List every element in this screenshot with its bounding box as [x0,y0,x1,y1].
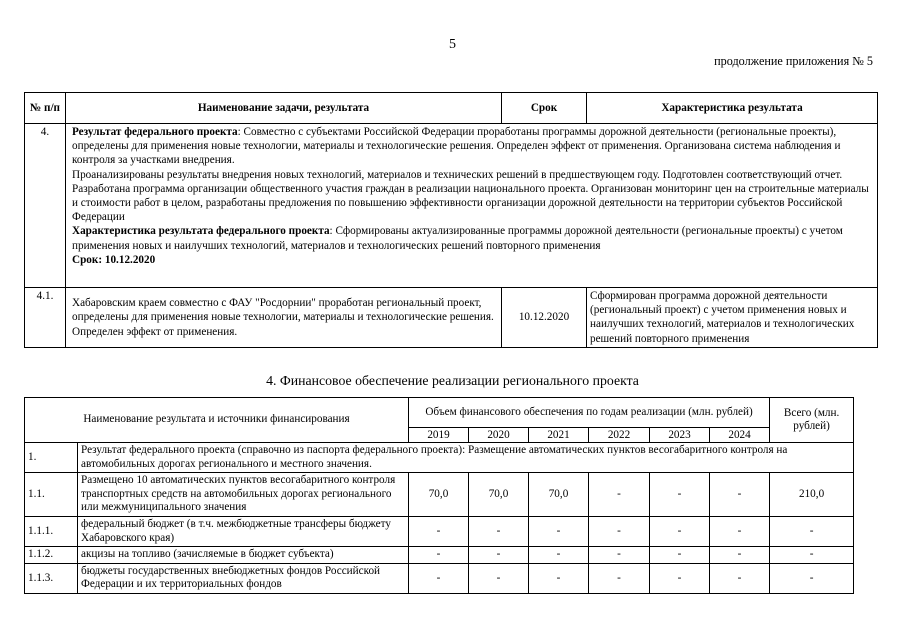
section-title: 4. Финансовое обеспечение реализации регионального проекта [266,373,639,388]
header-deadline: Срок [502,93,587,124]
year-2020: 2020 [469,428,529,443]
value-cell: - [650,516,710,546]
total-cell: - [770,563,854,593]
header-total: Всего (млн. рублей) [770,398,854,443]
page-number: 5 [449,37,456,52]
value-cell: - [589,516,650,546]
table-row [25,547,854,564]
table-row [25,516,854,546]
table-row [25,288,878,348]
value-cell: - [589,547,650,564]
year-2019: 2019 [409,428,469,443]
value-cell: - [469,516,529,546]
row-number: 1.1.3. [25,563,78,593]
value-cell: - [409,563,469,593]
results-table [24,92,878,348]
header-name: Наименование результата и источники финансирования [25,398,409,443]
task-characteristic: Сформирован программа дорожной деятельности (региональный проект) с учетом применения новых и наилучших технологий, материалов и технологических решений повторного применения [587,288,878,348]
row-number: 1.1. [25,473,78,517]
finance-header-row [25,398,854,428]
value-cell: - [469,547,529,564]
table-row [25,473,854,517]
year-2024: 2024 [710,428,770,443]
row-name: федеральный бюджет (в т.ч. межбюджетные трансферы бюджету Хабаровского края) [78,516,409,546]
value-cell: - [650,547,710,564]
table-row [25,124,878,288]
program-paragraph: Разработана программа организации общественного участия граждан в реализации национального проекта. Организован мониторинг цен на строительные материалы и стоимости работ в целом, разработаны предложения по повышению эффективности организации дорожной деятельности на территории субъектов Российской Федерации [72,182,869,224]
row-number: 4. [25,124,66,288]
value-cell: - [589,473,650,517]
value-cell: - [650,473,710,517]
value-cell: - [710,563,770,593]
continuation-note: продолжение приложения № 5 [714,54,873,68]
value-cell: - [529,547,589,564]
total-cell: 210,0 [770,473,854,517]
total-cell: - [770,516,854,546]
federal-result-text: Результат федерального проекта (справочно из паспорта федерального проекта): Размещение автоматических пунктов весогабаритного контроля на автомобильных дорогах регионального и местного значения. [78,443,854,473]
value-cell: - [529,516,589,546]
value-cell: 70,0 [529,473,589,517]
analysis-paragraph: Проанализированы результаты внедрения новых технологий, материалов и технических решений в предшествующем году. Подготовлен соответствующий отчет. [72,168,843,181]
results-table-header [25,93,878,124]
value-cell: - [710,516,770,546]
row-number: 1. [25,443,78,473]
federal-result-cell [66,124,878,288]
row-name: Размещено 10 автоматических пунктов весогабаритного контроля транспортных средств на автомобильных дорогах регионального или межмуниципального значения [78,473,409,517]
header-characteristic: Характеристика результата [587,93,878,124]
value-cell: - [409,547,469,564]
year-2021: 2021 [529,428,589,443]
table-row [25,443,854,473]
characteristic-text: : Сформированы актуализированные программы дорожной деятельности (региональные проекты) с учетом применения новых и наилучших технологий, материалов и технологических решений повторного применения [72,225,843,252]
row-name: бюджеты государственных внебюджетных фондов Российской Федерации и их территориальных фондов [78,563,409,593]
value-cell: - [710,547,770,564]
header-number: № п/п [25,93,66,124]
row-number: 4.1. [25,288,66,348]
header-volume: Объем финансового обеспечения по годам реализации (млн. рублей) [409,398,770,428]
value-cell: 70,0 [409,473,469,517]
deadline-value: : 10.12.2020 [98,253,156,266]
task-date: 10.12.2020 [502,288,587,348]
result-text: : Совместно с субъектами Российской Федерации проработаны программы дорожной деятельности (региональные проекты), определены для применения новые технологии, материалы и технологические решения. Определен эффект от применения. Организована система наблюдения и контроля за участками внедрения. [72,126,841,167]
value-cell: - [409,516,469,546]
result-label: Результат федерального проекта [72,126,238,138]
header-task: Наименование задачи, результата [66,93,502,124]
value-cell: - [529,563,589,593]
table-row [25,563,854,593]
row-number: 1.1.2. [25,547,78,564]
characteristic-label: Характеристика результата федерального проекта [72,225,330,238]
year-2023: 2023 [650,428,710,443]
value-cell: - [589,563,650,593]
value-cell: - [650,563,710,593]
value-cell: - [469,563,529,593]
value-cell: - [710,473,770,517]
row-name: акцизы на топливо (зачисляемые в бюджет субъекта) [78,547,409,564]
value-cell: 70,0 [469,473,529,517]
deadline-label: Срок [72,253,99,266]
task-text: Хабаровским краем совместно с ФАУ "Росдорнии" проработан региональный проект, определены для применения новые технологии, материалы и технологические решения. Определен эффект от применения. [66,288,502,348]
finance-table [24,397,854,594]
total-cell: - [770,547,854,564]
row-number: 1.1.1. [25,516,78,546]
year-2022: 2022 [589,428,650,443]
